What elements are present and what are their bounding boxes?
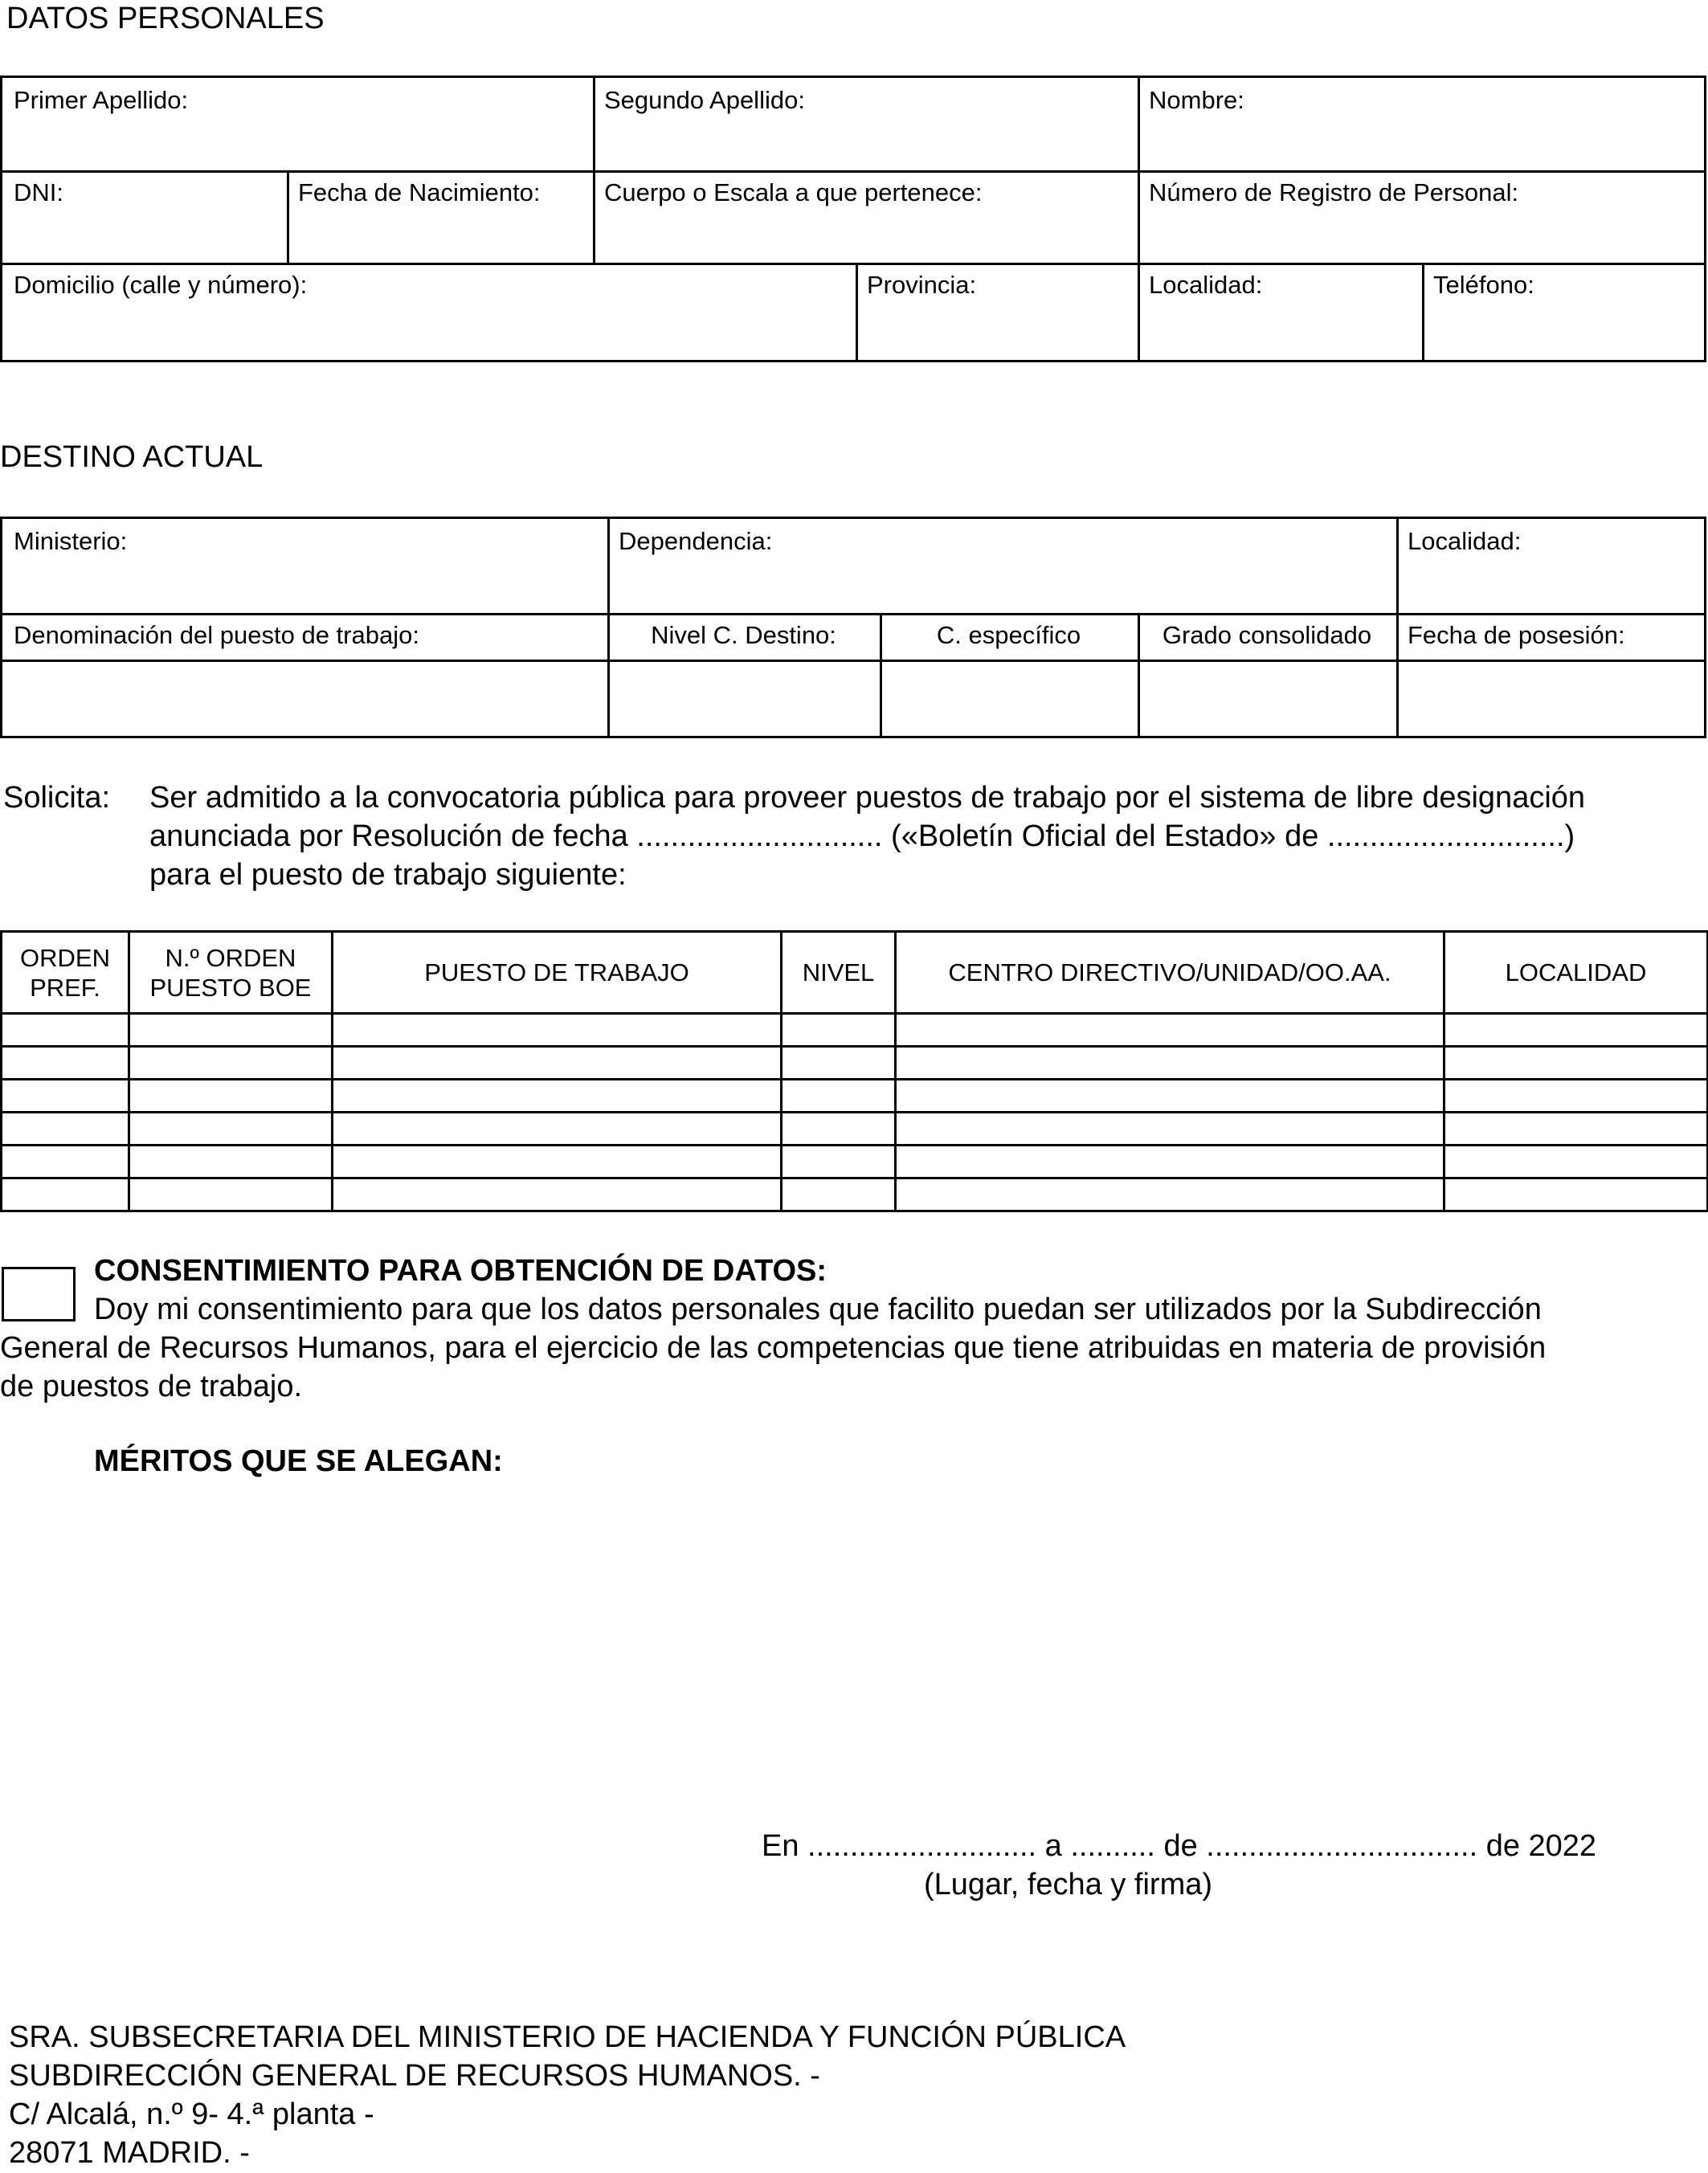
consent-title: CONSENTIMIENTO PARA OBTENCIÓN DE DATOS:: [94, 1254, 827, 1288]
label-denominacion: [2, 613, 610, 662]
table-cell[interactable]: [1444, 1047, 1708, 1080]
header-orden-boe: [129, 932, 333, 1014]
header-line: PREF.: [30, 973, 100, 1002]
table-cell[interactable]: [896, 1014, 1444, 1047]
table-cell[interactable]: [2, 1146, 129, 1178]
table-cell[interactable]: [782, 1113, 896, 1146]
field-label: Denominación del puesto de trabajo:: [14, 621, 419, 649]
table-header-row: [2, 932, 1708, 1014]
field-label: C. específico: [936, 621, 1081, 649]
table-cell[interactable]: [333, 1047, 782, 1080]
solicita-text: [149, 778, 1708, 894]
input-nivel-destino[interactable]: [607, 660, 882, 736]
field-label: Nombre:: [1149, 86, 1244, 114]
table-row: [2, 1047, 1708, 1080]
field-nombre[interactable]: [1138, 78, 1704, 173]
table-cell[interactable]: [1444, 1146, 1708, 1178]
label-nivel-destino: [607, 613, 882, 662]
field-label: Cuerpo o Escala a que pertenece:: [604, 178, 983, 206]
field-label: Domicilio (calle y número):: [14, 271, 308, 299]
header-line: PUESTO BOE: [149, 973, 312, 1002]
label-grado-consolidado: [1138, 613, 1399, 662]
table-cell[interactable]: [129, 1113, 333, 1146]
field-domicilio[interactable]: [2, 263, 858, 360]
field-ministerio[interactable]: [2, 519, 610, 615]
table-cell[interactable]: [2, 1113, 129, 1146]
solicita-line-2: anunciada por Resolución de fecha ............................. («Boletín Oficial del Estado» de ............................): [149, 819, 1575, 853]
firma-line: En ........................... a .......... de ................................ de 2022: [762, 1829, 1597, 1863]
table-cell[interactable]: [333, 1080, 782, 1113]
table-row: [2, 1146, 1708, 1178]
table-cell[interactable]: [333, 1014, 782, 1047]
table-cell[interactable]: [129, 1080, 333, 1113]
table-row: [2, 1113, 1708, 1146]
table-cell[interactable]: [2, 1014, 129, 1047]
header-nivel: NIVEL: [782, 932, 896, 1014]
destinatario-line-1: SRA. SUBSECRETARIA DEL MINISTERIO DE HACIENDA Y FUNCIÓN PÚBLICA: [9, 2020, 1126, 2054]
table-row: [2, 1080, 1708, 1113]
input-c-especifico[interactable]: [880, 660, 1140, 736]
table-cell[interactable]: [129, 1178, 333, 1211]
table-row: [2, 1014, 1708, 1047]
table-cell[interactable]: [333, 1178, 782, 1211]
meritos-area[interactable]: [0, 1494, 1706, 1816]
field-label: Teléfono:: [1433, 271, 1534, 299]
field-fecha-nacimiento[interactable]: [287, 170, 595, 265]
field-label: Ministerio:: [14, 527, 128, 555]
meritos-title: MÉRITOS QUE SE ALEGAN:: [94, 1444, 503, 1478]
input-grado-consolidado[interactable]: [1138, 660, 1399, 736]
table-cell[interactable]: [333, 1146, 782, 1178]
header-puesto: PUESTO DE TRABAJO: [333, 932, 782, 1014]
field-numero-registro[interactable]: [1138, 170, 1704, 265]
table-cell[interactable]: [1444, 1014, 1708, 1047]
solicita-line-3: para el puesto de trabajo siguiente:: [149, 858, 627, 892]
consent-line-2: General de Recursos Humanos, para el ejercicio de las competencias que tiene atribuidas en materia de provisión: [0, 1331, 1547, 1365]
field-label: Dependencia:: [619, 527, 773, 555]
table-cell[interactable]: [782, 1146, 896, 1178]
solicita-label: Solicita:: [3, 781, 111, 815]
table-cell[interactable]: [896, 1080, 1444, 1113]
consent-line-1: Doy mi consentimiento para que los datos personales que facilito puedan ser utilizados por la Subdirección: [94, 1293, 1542, 1326]
destinatario-block: [9, 2018, 1126, 2172]
section-title-destino-actual: DESTINO ACTUAL: [0, 440, 264, 474]
field-dependencia[interactable]: [607, 519, 1399, 615]
table-cell[interactable]: [129, 1146, 333, 1178]
field-label: Segundo Apellido:: [604, 86, 805, 114]
table-cell[interactable]: [782, 1080, 896, 1113]
label-c-especifico: [880, 613, 1140, 662]
destinatario-line-4: 28071 MADRID. -: [9, 2136, 250, 2170]
table-cell[interactable]: [129, 1014, 333, 1047]
table-cell[interactable]: [2, 1047, 129, 1080]
table-cell[interactable]: [896, 1047, 1444, 1080]
table-cell[interactable]: [2, 1080, 129, 1113]
input-denominacion[interactable]: [2, 660, 610, 736]
field-label: Provincia:: [867, 271, 977, 299]
destinatario-line-2: SUBDIRECCIÓN GENERAL DE RECURSOS HUMANOS. -: [9, 2059, 820, 2093]
field-localidad-destino[interactable]: [1396, 519, 1704, 615]
field-label: Nivel C. Destino:: [651, 621, 836, 649]
table-cell[interactable]: [1444, 1178, 1708, 1211]
table-cell[interactable]: [333, 1113, 782, 1146]
datos-personales-grid: [0, 76, 1706, 362]
field-label: Localidad:: [1149, 271, 1263, 299]
table-cell[interactable]: [2, 1178, 129, 1211]
field-label: Localidad:: [1408, 527, 1522, 555]
field-primer-apellido[interactable]: [2, 78, 595, 173]
destinatario-line-3: C/ Alcalá, n.º 9- 4.ª planta -: [9, 2097, 374, 2131]
header-line: N.º ORDEN: [165, 943, 296, 972]
table-cell[interactable]: [896, 1113, 1444, 1146]
table-cell[interactable]: [1444, 1113, 1708, 1146]
table-cell[interactable]: [782, 1047, 896, 1080]
header-line: ORDEN: [20, 943, 110, 972]
consent-checkbox[interactable]: [2, 1267, 76, 1321]
input-fecha-posesion[interactable]: [1396, 660, 1704, 736]
field-label: Número de Registro de Personal:: [1149, 178, 1519, 206]
table-cell[interactable]: [782, 1178, 896, 1211]
header-localidad: LOCALIDAD: [1444, 932, 1708, 1014]
table-row: [2, 1178, 1708, 1211]
field-label: DNI:: [14, 178, 63, 206]
field-provincia[interactable]: [856, 263, 1140, 360]
field-cuerpo-escala[interactable]: [593, 170, 1140, 265]
label-fecha-posesion: [1396, 613, 1704, 662]
field-label: Fecha de Nacimiento:: [298, 178, 541, 206]
field-localidad[interactable]: [1138, 263, 1424, 360]
section-title-datos-personales: DATOS PERSONALES: [6, 2, 325, 35]
destino-actual-grid: [0, 517, 1706, 738]
table-cell[interactable]: [129, 1047, 333, 1080]
puestos-table: [0, 930, 1708, 1212]
consent-line-3: de puestos de trabajo.: [0, 1370, 303, 1403]
field-dni[interactable]: [2, 170, 289, 265]
solicita-line-1: Ser admitido a la convocatoria pública para proveer puestos de trabajo por el sistema de libre designación: [149, 781, 1586, 815]
field-segundo-apellido[interactable]: [593, 78, 1140, 173]
table-cell[interactable]: [896, 1178, 1444, 1211]
table-cell[interactable]: [896, 1146, 1444, 1178]
firma-caption: (Lugar, fecha y firma): [924, 1868, 1213, 1901]
field-label: Grado consolidado: [1162, 621, 1372, 649]
field-label: Fecha de posesión:: [1408, 621, 1625, 649]
field-telefono[interactable]: [1422, 263, 1704, 360]
header-centro: CENTRO DIRECTIVO/UNIDAD/OO.AA.: [896, 932, 1444, 1014]
header-orden-pref: [2, 932, 129, 1014]
field-label: Primer Apellido:: [14, 86, 189, 114]
table-cell[interactable]: [1444, 1080, 1708, 1113]
table-cell[interactable]: [782, 1014, 896, 1047]
